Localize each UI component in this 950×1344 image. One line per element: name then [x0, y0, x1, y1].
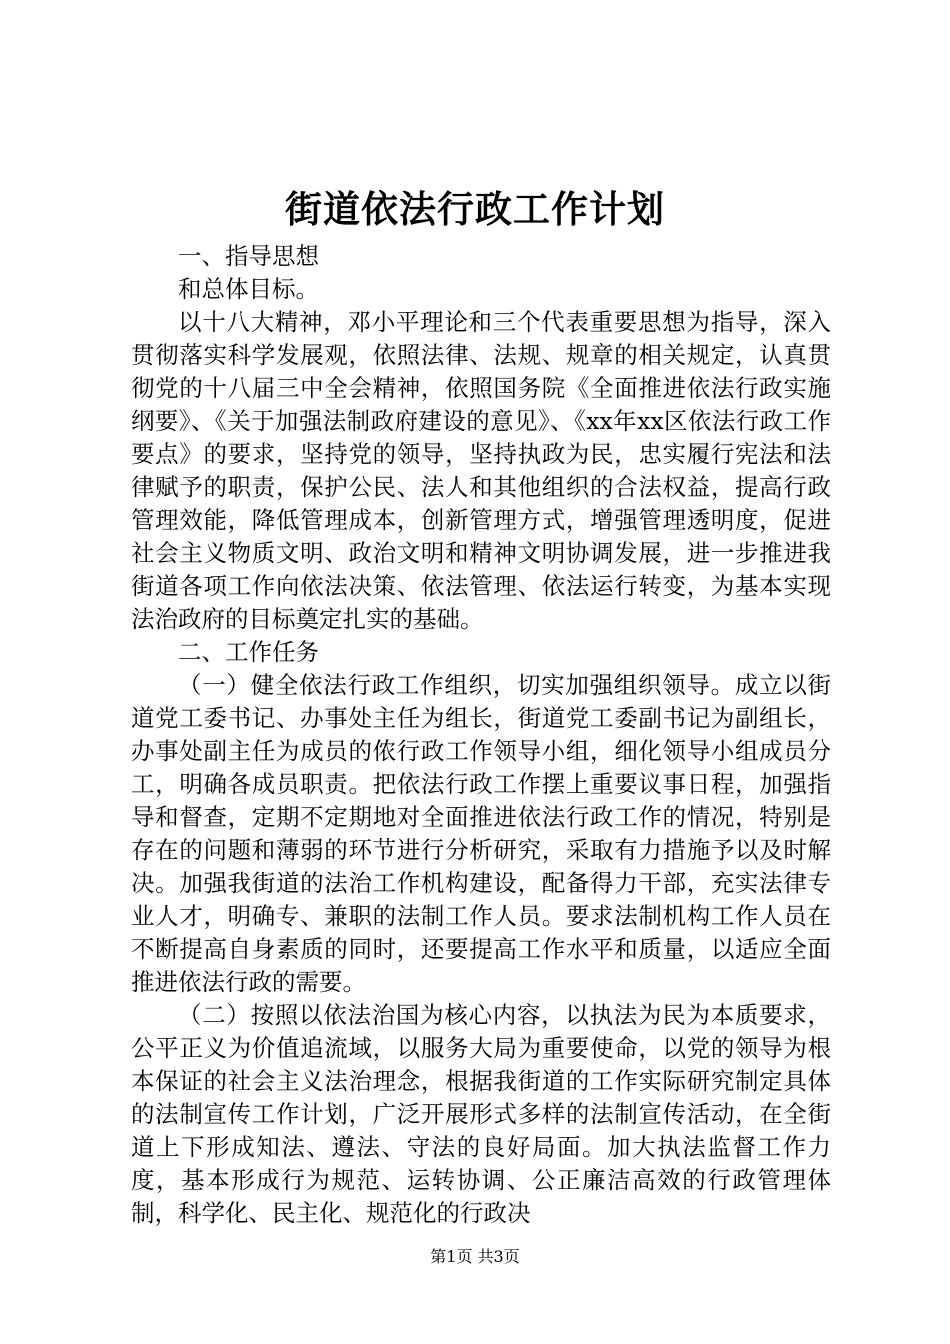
section-heading: 二、工作任务	[178, 638, 319, 666]
document-title: 街道依法行政工作计划	[285, 187, 665, 231]
paragraph: 以十八大精神，邓小平理论和三个代表重要思想为指导，深入贯彻落实科学发展观，依照法律、法规、规章的相关规定，认真贯彻党的十八届三中全会精神，依照国务院《全面推进依法行政实施纲要》、《关于加强法制政府建设的意见》、《xx年xx区依法行政工作要点》的要求，坚持党的领导，坚持执政为民，忠实履行宪法和法律赋予的职责，保护公民、法人和其他组织的合法权益，提高行政管理效能，降低管理成本，创新管理方式，增强管理透明度，促进社会主义物质文明、政治文明和精神文明协调发展，进一步推进我街道各项工作向依法决策、依法管理、依法运行转变，为基本实现法治政府的目标奠定扎实的基础。	[131, 308, 831, 633]
page-number-footer: 第1页 共3页	[430, 1247, 520, 1266]
paragraph: （一）健全依法行政工作组织，切实加强组织领导。成立以街道党工委书记、办事处主任为组长，街道党工委副书记为副组长，办事处副主任为成员的侬行政工作领导小组，细化领导小组成员分工，明确各成员职责。把依法行政工作摆上重要议事日程，加强指导和督查，定期不定期地对全面推进依法行政工作的情况，特别是存在的问题和薄弱的环节进行分析研究，采取有力措施予以及时解决。加强我街道的法治工作机构建设，配备得力干部，充实法律专业人才，明确专、兼职的法制工作人员。要求法制机构工作人员在不断提高自身素质的同时，还要提高工作水平和质量，以适应全面推进依法行政的需要。	[131, 671, 831, 996]
paragraph: 和总体目标。	[178, 275, 319, 303]
section-heading: 一、指导思想	[178, 242, 319, 270]
paragraph: （二）按照以依法治国为核心内容，以执法为民为本质要求，公平正义为价值追流域，以服务大局为重要使命，以党的领导为根本保证的社会主义法治理念，根据我街道的工作实际研究制定具体的法制宣传工作计划，广泛开展形式多样的法制宣传活动，在全街道上下形成知法、遵法、守法的良好局面。加大执法监督工作力度，基本形成行为规范、运转协调、公正廉洁高效的行政管理体制，科学化、民主化、规范化的行政决	[131, 1001, 831, 1227]
document-body	[131, 240, 831, 1230]
